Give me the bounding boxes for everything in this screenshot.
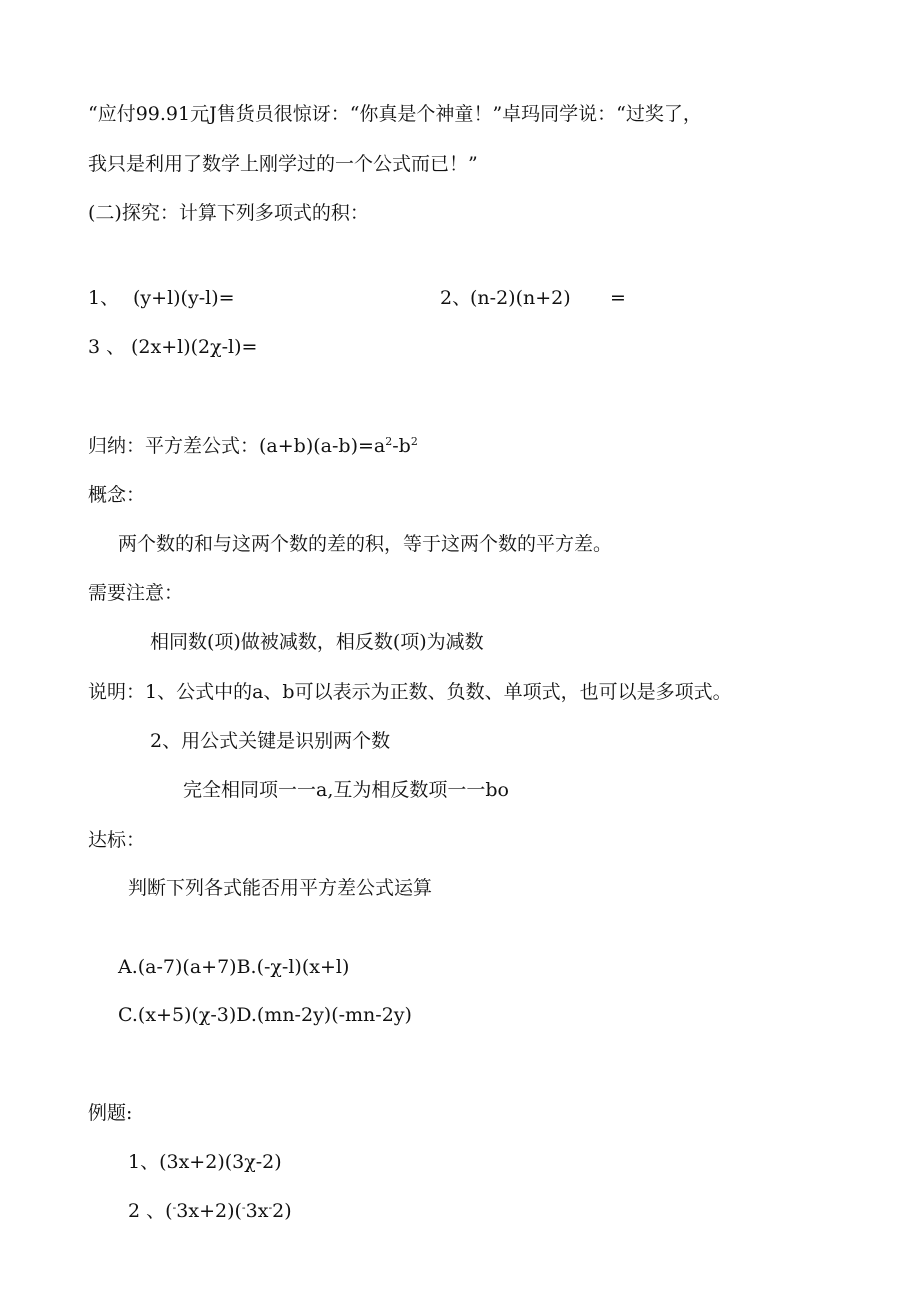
summary-exponent-2: 2 (410, 435, 418, 448)
example-2-part-c: 3x (245, 1200, 269, 1222)
explain-line-2: 2、用公式关键是识别两个数 (150, 730, 391, 752)
explore-heading: (二)探究：计算下列多项式的积： (88, 202, 369, 224)
example-2-sup-3: - (268, 1201, 273, 1214)
example-1: 1、(3x+2)(3χ-2) (128, 1151, 282, 1173)
problem-1-number: 1、 (88, 287, 120, 309)
example-2-part-a: 2 、( (128, 1200, 173, 1222)
explain-line-3: 完全相同项一一a,互为相反数项一一bo (183, 779, 509, 801)
problem-2-expression: (n-2)(n+2) (470, 287, 571, 309)
problem-3-number: 3 、 (88, 336, 126, 358)
summary-exponent-1: 2 (385, 435, 393, 448)
explain-line-1: 说明：1、公式中的a、b可以表示为正数、负数、单项式，也可以是多项式。 (88, 681, 732, 703)
example-2-sup-2: - (241, 1201, 246, 1214)
concept-heading: 概念： (88, 484, 146, 506)
target-options-row-1: A.(a-7)(a+7)B.(-χ-l)(x+l) (118, 956, 350, 978)
example-2-part-d: 2) (272, 1200, 292, 1222)
example-2-part-b: 3x+2)( (176, 1200, 242, 1222)
problem-3-expression: (2x+l)(2χ-l)= (131, 336, 258, 358)
summary-formula-part-b: -b (392, 435, 411, 457)
summary-line (88, 434, 418, 458)
intro-line-1: “应付99.91元J售货员很惊讶：“你真是个神童！”卓玛同学说：“过奖了， (88, 103, 702, 125)
problem-2-equals: = (610, 287, 626, 309)
summary-formula-part-a: (a+b)(a-b)=a (259, 435, 386, 457)
example-2 (128, 1199, 292, 1223)
target-options-row-2: C.(x+5)(χ-3)D.(mn-2y)(-mn-2y) (118, 1004, 412, 1026)
problem-1-expression: (y+l)(y-l)= (133, 287, 235, 309)
examples-heading: 例题: (88, 1102, 133, 1124)
summary-prefix: 归纳：平方差公式： (88, 435, 260, 457)
example-2-sup-1: - (172, 1201, 177, 1214)
attention-heading: 需要注意： (88, 582, 184, 604)
intro-line-2: 我只是利用了数学上刚学过的一个公式而已！” (88, 153, 478, 175)
problem-2-number: 2、 (440, 287, 472, 309)
concept-text: 两个数的和与这两个数的差的积，等于这两个数的平方差。 (118, 533, 613, 555)
target-instruction: 判断下列各式能否用平方差公式运算 (128, 877, 433, 899)
target-heading: 达标： (88, 829, 146, 851)
attention-text: 相同数(项)做被减数，相反数(项)为减数 (150, 631, 484, 653)
